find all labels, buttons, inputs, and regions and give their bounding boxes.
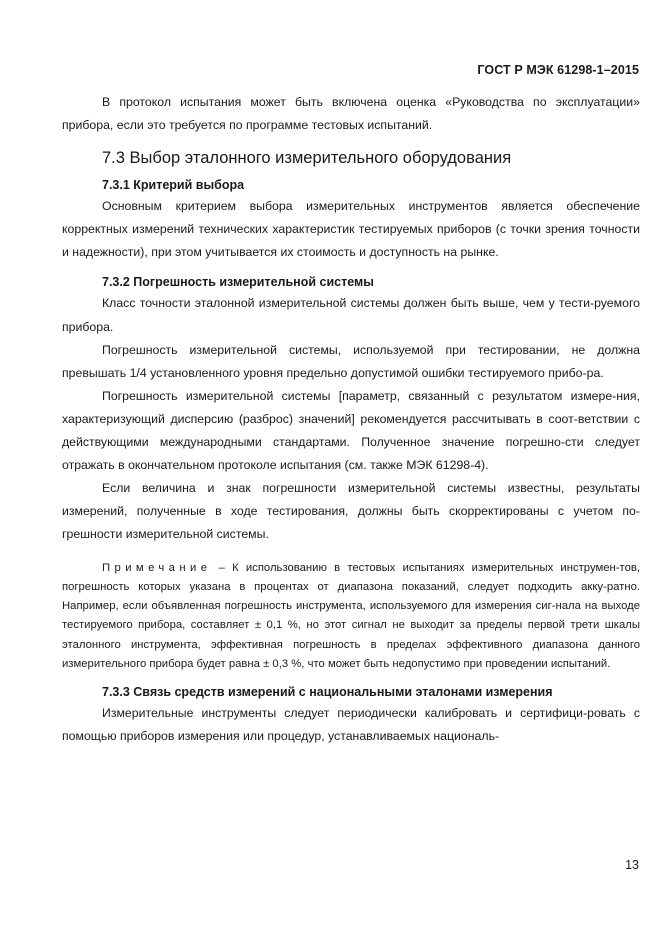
section-7-3-heading: 7.3 Выбор эталонного измерительного оборудования: [102, 149, 512, 168]
section-7-3-2-heading: 7.3.2 Погрешность измерительной системы: [102, 275, 374, 290]
section-7-3-2-paragraph-3: Погрешность измерительной системы [параметр, связанный с результатом измере-ния, характеризующий дисперсию (разброс) значений] рекомендуется рассчитывать в соот-ветствии с действующими международными стандартами. Полученное значение погрешно-сти следует отражать в окончательном протоколе испытания (см. также МЭК 61298-4).: [62, 388, 640, 473]
page-content: [62, 91, 640, 748]
section-7-3-3-heading: 7.3.3 Связь средств измерений с национальными эталонами измерения: [102, 685, 553, 700]
section-7-3-1-paragraph: Основным критерием выбора измерительных инструментов является обеспечение корректных измерений технических характеристик тестируемых приборов (с точки зрения точности и надежности), при этом учитывается их стоимость и доступность на рынке.: [62, 199, 640, 260]
page-number: 13: [625, 858, 639, 872]
intro-paragraph: В протокол испытания может быть включена оценка «Руководства по эксплуатации» прибора, если это требуется по программе тестовых испытаний.: [62, 95, 640, 133]
document-code-header: ГОСТ Р МЭК 61298-1–2015: [477, 63, 639, 77]
section-7-3-2-paragraph-2: Погрешность измерительной системы, используемой при тестировании, не должна превышать 1/4 установленного уровня предельно допустимой ошибки тестируемого прибо-ра.: [62, 342, 640, 380]
note-block: [62, 559, 640, 675]
note-dash: –: [211, 561, 233, 574]
note-text: К использованию в тестовых испытаниях измерительных инструмен-тов, погрешность которых указана в процентах от диапазона показаний, следует подходить акку-ратно. Например, если объявленная погрешность инструмента, используемого для измерения сиг-нала на выходе тестируемого прибора, составляет ± 0,1 %, но этот сигнал не выходит за пределы первой трети шкалы эталонного инструмента, эффективная погрешность в пределах эффективного диапазона данного измерительного прибора будет равна ± 0,3 %, что может быть недопустимо при проведении испытаний.: [62, 561, 641, 670]
section-7-3-1-heading: 7.3.1 Критерий выбора: [102, 178, 245, 193]
section-7-3-3-paragraph: Измерительные инструменты следует периодически калибровать и сертифици-ровать с помощью приборов измерения или процедур, устанавливаемых националь-: [62, 706, 640, 744]
section-7-3-2-paragraph-1: Класс точности эталонной измерительной системы должен быть выше, чем у тести-руемого прибора.: [62, 296, 640, 334]
section-7-3-2-paragraph-4: Если величина и знак погрешности измерительной системы известны, результаты измерений, полученные в ходе тестирования, должны быть скорректированы с учетом по-грешности измерительной системы.: [62, 481, 640, 542]
note-label: Примечание: [102, 561, 212, 574]
